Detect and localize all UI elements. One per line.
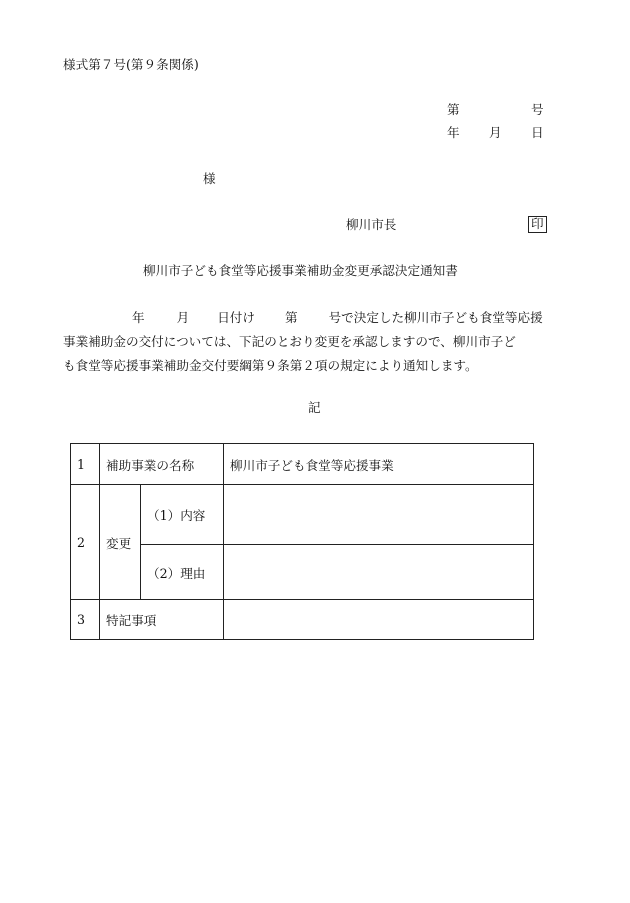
row-number: 3 bbox=[71, 600, 100, 640]
row-number: 2 bbox=[71, 485, 100, 600]
body-month-label: 月 bbox=[176, 310, 190, 325]
row-value: 柳川市子ども食堂等応援事業 bbox=[224, 444, 534, 485]
body-line-2: 事業補助金の交付については、下記のとおり変更を承認しますので、柳川市子ど bbox=[63, 334, 516, 349]
details-table bbox=[70, 443, 534, 640]
date-month-label: 月 bbox=[489, 125, 502, 140]
table-row bbox=[71, 444, 534, 485]
seal-mark: 印 bbox=[528, 216, 547, 233]
issuer-name: 柳川市長 bbox=[346, 217, 397, 232]
body-line-3: も食堂等応援事業補助金交付要綱第９条第２項の規定により通知します。 bbox=[63, 358, 478, 373]
date-year-label: 年 bbox=[447, 125, 460, 140]
row-value-reason[interactable] bbox=[224, 545, 534, 600]
row-number: 1 bbox=[71, 444, 100, 485]
row-sublabel-content: （1）内容 bbox=[141, 485, 224, 545]
body-dai-label: 第 bbox=[284, 310, 298, 325]
body-dated-label: 日付け bbox=[217, 310, 255, 325]
body-line-1-rest: 号で決定した柳川市子ども食堂等応援 bbox=[328, 310, 543, 325]
row-sublabel-reason: （2）理由 bbox=[141, 545, 224, 600]
document-number-go: 号 bbox=[531, 102, 544, 117]
row-label: 特記事項 bbox=[100, 600, 224, 640]
date-day-label: 日 bbox=[531, 125, 544, 140]
row-value-content[interactable] bbox=[224, 485, 534, 545]
document-number-dai: 第 bbox=[447, 102, 460, 117]
table-row bbox=[71, 545, 534, 600]
recipient-honorific: 様 bbox=[203, 171, 216, 186]
ki-heading: 記 bbox=[308, 400, 321, 415]
row-label: 補助事業の名称 bbox=[100, 444, 224, 485]
body-text bbox=[63, 306, 573, 378]
row-label: 変更 bbox=[100, 485, 141, 600]
table-row bbox=[71, 485, 534, 545]
table-row bbox=[71, 600, 534, 640]
document-title: 柳川市子ども食堂等応援事業補助金変更承認決定通知書 bbox=[143, 263, 458, 278]
body-line-1 bbox=[63, 306, 573, 330]
row-value-notes[interactable] bbox=[224, 600, 534, 640]
body-year-label: 年 bbox=[132, 310, 145, 325]
form-number: 様式第７号(第９条関係) bbox=[63, 57, 199, 72]
